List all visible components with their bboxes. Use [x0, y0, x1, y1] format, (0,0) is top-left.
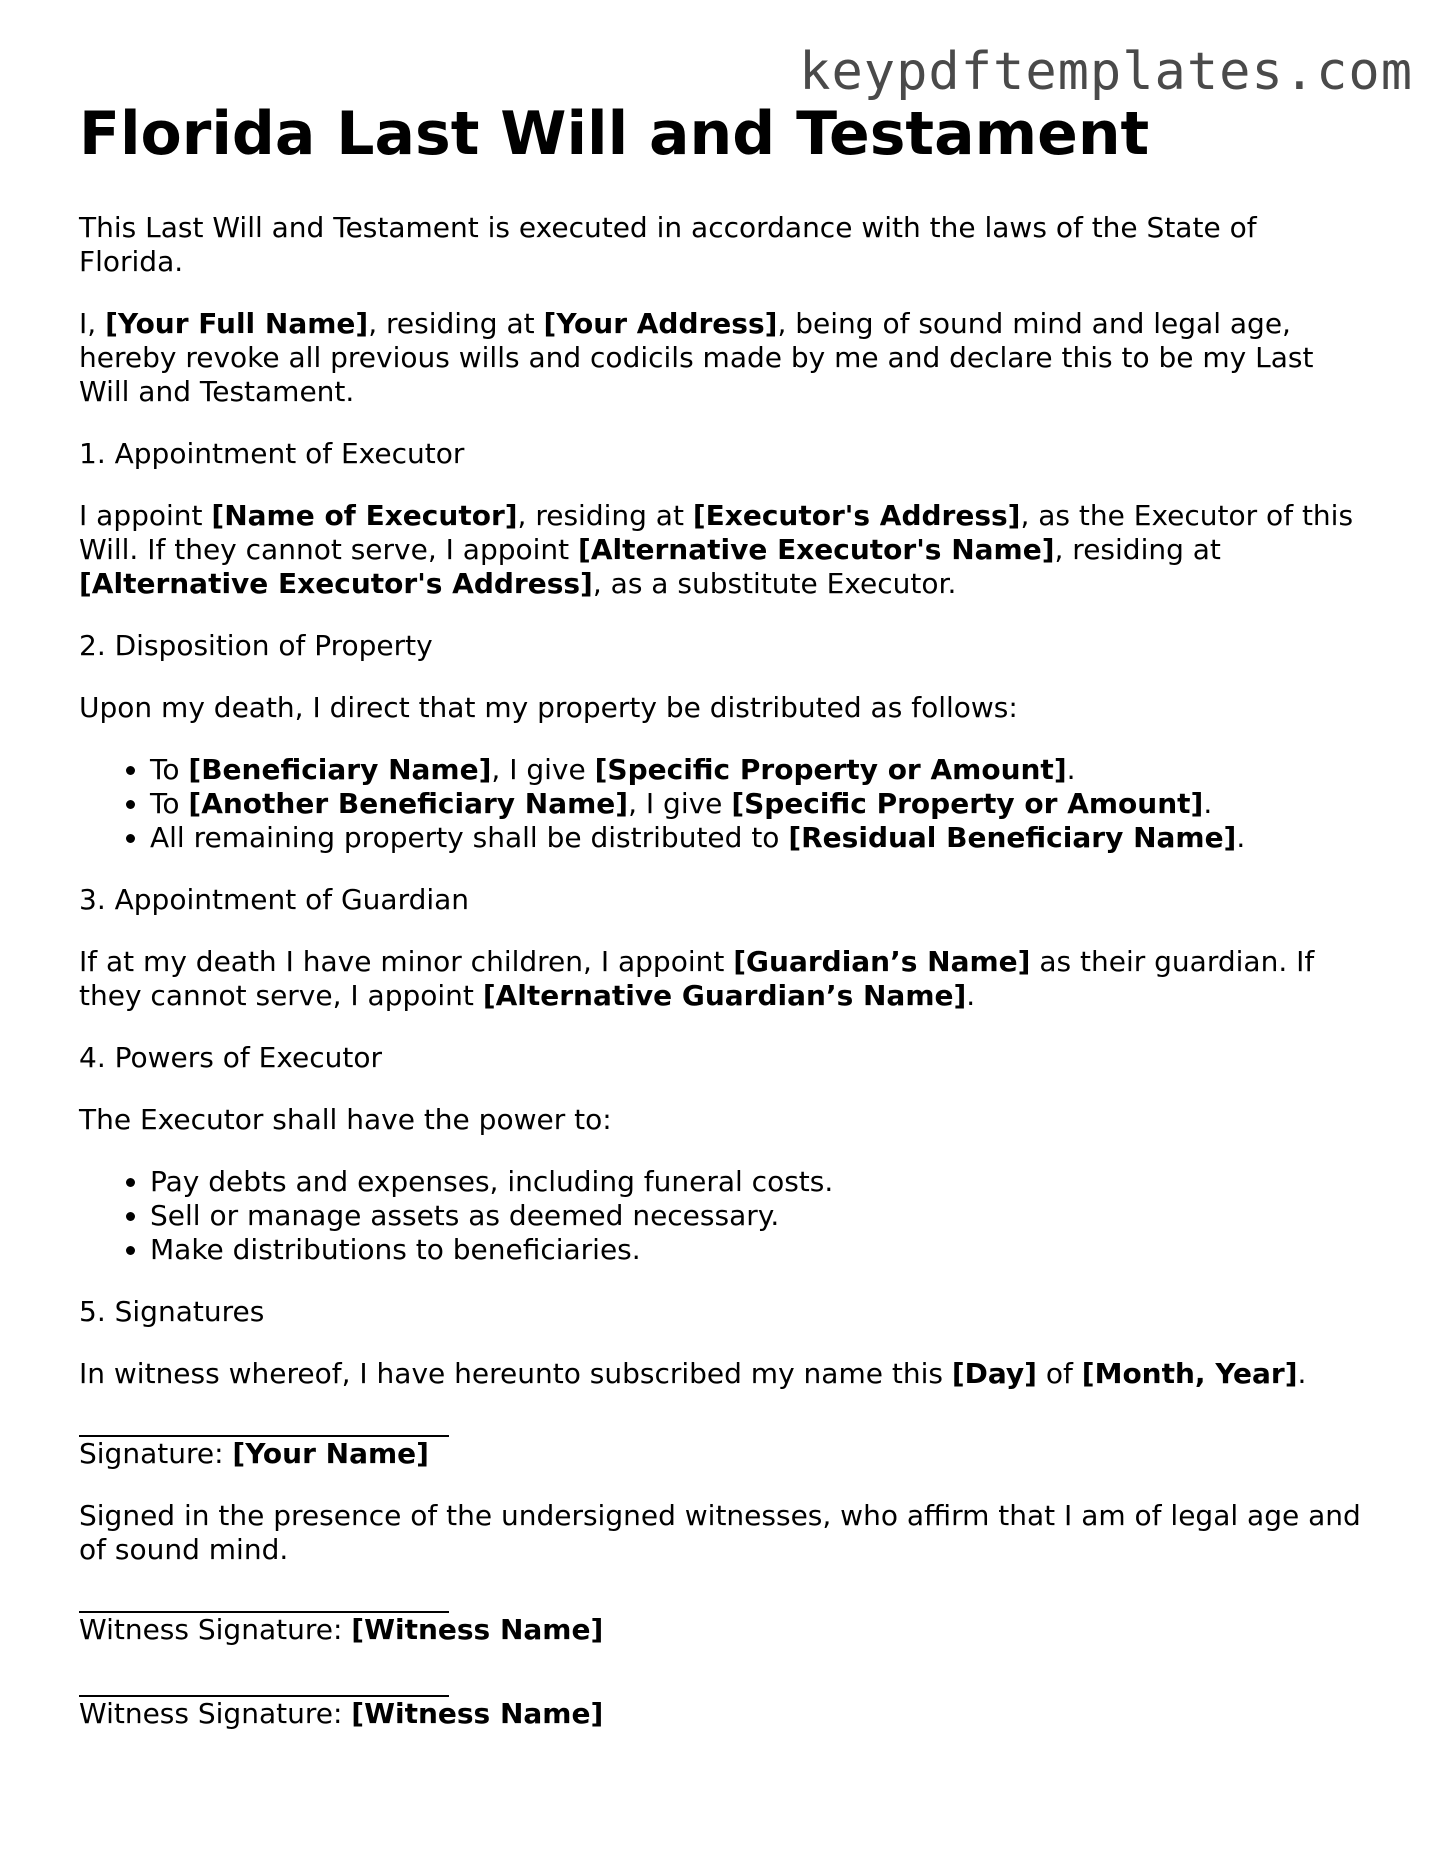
section-heading-guardian: 3. Appointment of Guardian	[79, 883, 470, 916]
signature-name-field: [Your Name]	[232, 1437, 429, 1470]
testator-signature-block: Signature: [Your Name]	[79, 1419, 1369, 1471]
section-heading-signatures: 5. Signatures	[79, 1295, 265, 1328]
list-item: • Sell or manage assets as deemed necessary.	[150, 1199, 1369, 1233]
witness-statement: Signed in the presence of the undersigned witnesses, who affirm that I am of legal age and of sound mind.	[79, 1499, 1361, 1566]
section-heading-executor: 1. Appointment of Executor	[79, 437, 465, 470]
powers-intro: The Executor shall have the power to:	[79, 1103, 612, 1136]
guardian-name-field: [Guardian’s Name]	[733, 945, 1031, 978]
guardian-paragraph: If at my death I have minor children, I appoint [Guardian’s Name] as their guardian. If they cannot serve, I appoint [Alternative Guardian’s Name].	[79, 945, 1315, 1012]
property-intro: Upon my death, I direct that my property be distributed as follows:	[79, 691, 1018, 724]
list-item: • Make distributions to beneficiaries.	[150, 1233, 1369, 1267]
powers-list	[79, 1165, 1369, 1267]
alt-executor-address-field: [Alternative Executor's Address]	[79, 567, 593, 600]
document-title: Florida Last Will and Testament	[79, 99, 1150, 169]
section-heading-powers: 4. Powers of Executor	[79, 1041, 383, 1074]
executor-address-field: [Executor's Address]	[692, 499, 1021, 532]
month-year-field: [Month, Year]	[1081, 1357, 1298, 1390]
document-page	[79, 100, 1369, 1759]
witness-name-field: [Witness Name]	[351, 1697, 604, 1730]
section-heading-property: 2. Disposition of Property	[79, 629, 433, 662]
witness-name-field: [Witness Name]	[351, 1613, 604, 1646]
day-field: [Day]	[951, 1357, 1037, 1390]
property-list	[79, 753, 1369, 855]
full-name-field: [Your Full Name]	[105, 307, 369, 340]
list-item: • To [Beneficiary Name], I give [Specific Property or Amount].	[150, 753, 1369, 787]
alt-guardian-name-field: [Alternative Guardian’s Name]	[482, 979, 967, 1012]
executor-paragraph: I appoint [Name of Executor], residing at [Executor's Address], as the Executor of this Will. If they cannot serve, I appoint [Alternative Executor's Name], residing at [Alternative Executor's Address], as a substitute Executor.	[79, 499, 1354, 600]
watermark: keypdftemplates.com	[799, 42, 1413, 102]
signature-line	[79, 1679, 449, 1697]
executor-name-field: [Name of Executor]	[211, 499, 518, 532]
declaration-paragraph: I, [Your Full Name], residing at [Your Address], being of sound mind and legal age, hereby revoke all previous wills and codicils made by me and declare this to be my Last Will and Testament.	[79, 307, 1314, 408]
signature-line	[79, 1419, 449, 1437]
intro-paragraph: This Last Will and Testament is executed in accordance with the laws of the State of Florida.	[79, 211, 1257, 278]
witness-whereof-paragraph: In witness whereof, I have hereunto subscribed my name this [Day] of [Month, Year].	[79, 1357, 1307, 1390]
list-item: • To [Another Beneficiary Name], I give [Specific Property or Amount].	[150, 787, 1369, 821]
signature-line	[79, 1595, 449, 1613]
alt-executor-name-field: [Alternative Executor's Name]	[578, 533, 1055, 566]
address-field: [Your Address]	[543, 307, 778, 340]
list-item: • Pay debts and expenses, including funeral costs.	[150, 1165, 1369, 1199]
list-item: • All remaining property shall be distributed to [Residual Beneficiary Name].	[150, 821, 1369, 855]
witness-signature-block: Witness Signature: [Witness Name]	[79, 1679, 1369, 1731]
witness-signature-block: Witness Signature: [Witness Name]	[79, 1595, 1369, 1647]
